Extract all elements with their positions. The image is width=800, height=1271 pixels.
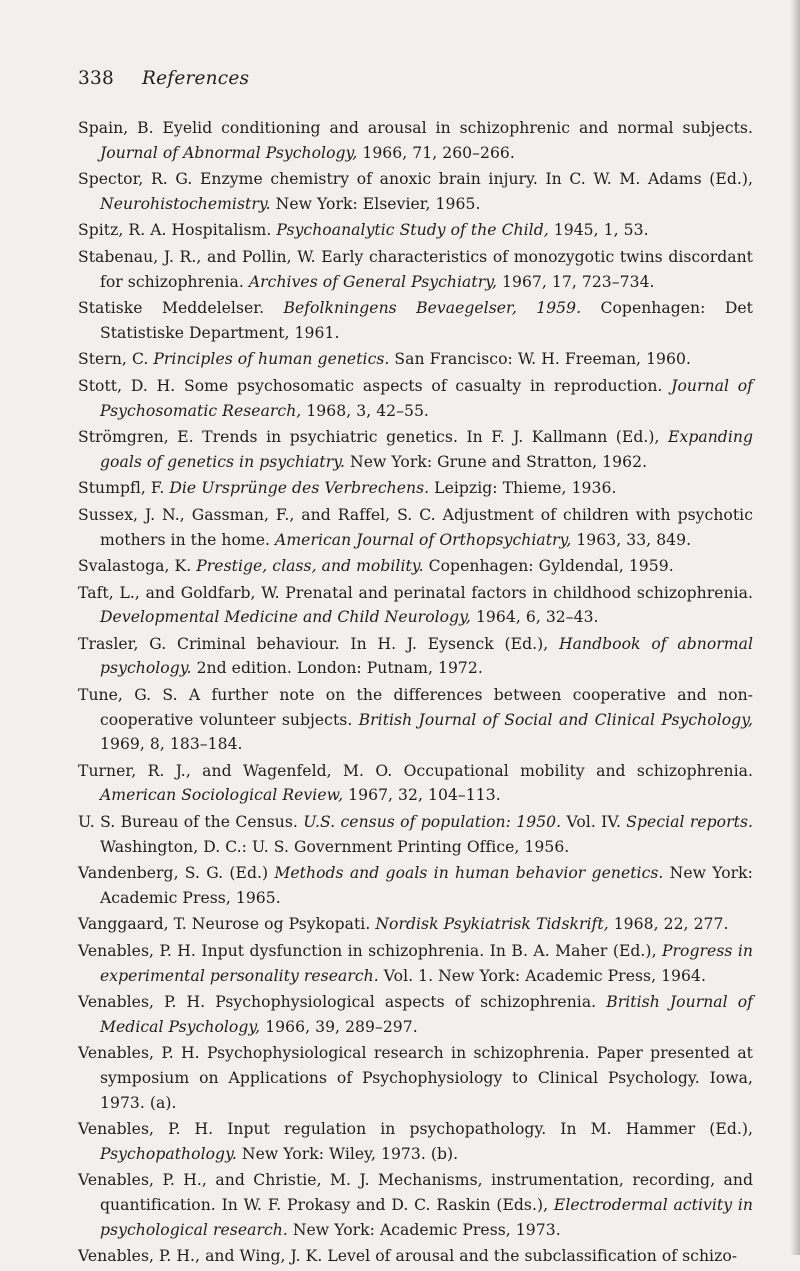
reference-text: Spector, R. G. Enzyme chemistry of anoxic brain injury. In C. W. M. Adams (Ed.), — [78, 170, 753, 189]
reference-title: American Journal of Orthopsychiatry, — [275, 530, 572, 549]
reference-text: New York: Grune and Stratton, 1962. — [345, 452, 648, 471]
reference-text: Spitz, R. A. Hospitalism. — [78, 221, 277, 240]
reference-title: Psychopathology. — [100, 1144, 237, 1163]
reference-text: Venables, P. H. Input regulation in psychopathology. In M. Hammer (Ed.), — [78, 1120, 753, 1139]
reference-text: New York: Wiley, 1973. (b). — [236, 1144, 459, 1163]
reference-text: U. S. Bureau of the Census. — [78, 813, 304, 832]
reference-text: Venables, P. H. Input dysfunction in schizophrenia. In B. A. Maher (Ed.), — [78, 942, 663, 960]
reference-list — [78, 116, 753, 1271]
reference-text: Turner, R. J., and Wagenfeld, M. O. Occupational mobility and schizophrenia. — [78, 761, 753, 780]
reference-text: Trasler, G. Criminal behaviour. In H. J. Eysenck (Ed.), — [78, 634, 560, 653]
reference-entry — [78, 374, 753, 423]
reference-entry — [78, 347, 753, 372]
reference-entry — [78, 245, 753, 294]
reference-title: Neurohistochemistry. — [100, 194, 271, 213]
reference-text: 1967, 32, 104–113. — [343, 786, 501, 805]
reference-entry — [78, 1117, 753, 1166]
reference-title: Journal of Abnormal Psychology, — [100, 143, 358, 162]
reference-entry — [78, 990, 753, 1039]
reference-text: 1966, 71, 260–266. — [357, 143, 515, 162]
reference-text: San Francisco: W. H. Freeman, 1960. — [389, 350, 691, 369]
reference-entry — [78, 683, 753, 757]
reference-text: 1964, 6, 32–43. — [470, 608, 599, 627]
reference-text: 1969, 8, 183–184. — [100, 735, 243, 754]
reference-text: Svalastoga, K. — [78, 557, 197, 576]
reference-title: Methods and goals in human behavior genetics. — [274, 864, 664, 883]
reference-text: 1968, 22, 277. — [608, 915, 729, 934]
reference-text: Venables, P. H. Psychophysiological aspects of schizophrenia. — [78, 993, 607, 1012]
reference-text: New York: Academic Press, 1973. — [287, 1220, 561, 1239]
reference-title: British Journal of Social and Clinical Psychology, — [358, 710, 753, 729]
reference-entry — [78, 476, 753, 501]
reference-title: Electrodermal activity in psychological research. — [100, 1195, 753, 1239]
reference-entry — [78, 759, 753, 808]
reference-title: Special reports. — [626, 813, 754, 832]
reference-text: Washington, D. C.: U. S. Government Printing Office, 1956. — [100, 837, 570, 856]
reference-text: Copenhagen: Gyldendal, 1959. — [423, 557, 674, 576]
reference-entry — [78, 939, 753, 988]
reference-title: Handbook of abnormal psychology. — [100, 634, 753, 678]
reference-title: British Journal of Medical Psychology, — [100, 993, 753, 1036]
reference-text: Tune, G. S. A further note on the differences between cooperative and non-cooperative volunteer subjects. — [78, 686, 753, 729]
reference-text: Leipzig: Thieme, 1936. — [429, 479, 617, 498]
reference-text: Spain, B. Eyelid conditioning and arousal in schizophrenic and normal subjects. — [78, 119, 753, 137]
reference-entry — [78, 861, 753, 910]
reference-text: Vol. IV. — [561, 813, 627, 832]
reference-text: Stott, D. H. Some psychosomatic aspects of casualty in reproduction. — [78, 376, 672, 395]
reference-title: Befolkningens Bevaegelser, 1959. — [283, 299, 582, 318]
reference-title: Psychoanalytic Study of the Child, — [276, 221, 549, 240]
reference-text: Venables, P. H., and Wing, J. K. Level of arousal and the subclassification of schizo- — [78, 1247, 738, 1266]
reference-text: 1945, 1, 53. — [548, 221, 649, 240]
reference-text: 1967, 17, 723–734. — [497, 272, 655, 291]
reference-entry — [78, 581, 753, 630]
reference-entry — [78, 632, 753, 681]
reference-text: New York: Elsevier, 1965. — [270, 194, 481, 213]
page-edge-shadow — [790, 0, 800, 1255]
reference-entry — [78, 296, 753, 345]
reference-title: Principles of human genetics. — [153, 350, 390, 369]
reference-title: Nordisk Psykiatrisk Tidskrift, — [375, 915, 609, 934]
reference-entry — [78, 116, 753, 165]
reference-title: Archives of General Psychiatry, — [248, 272, 497, 291]
reference-title: Developmental Medicine and Child Neurology, — [100, 608, 471, 627]
reference-text: Stern, C. — [78, 350, 154, 369]
running-title: References — [142, 68, 250, 89]
reference-text: Stumpfl, F. — [78, 479, 170, 498]
reference-title: Progress in experimental personality research. — [100, 942, 753, 985]
reference-title: Journal of Psychosomatic Research, — [100, 376, 753, 420]
reference-text: 1966, 39, 289–297. — [260, 1017, 418, 1036]
reference-text: Strömgren, E. Trends in psychiatric genetics. In F. J. Kallmann (Ed.), — [78, 428, 669, 447]
reference-text: 1963, 33, 849. — [571, 530, 692, 549]
reference-text: Statiske Meddelelser. — [78, 299, 284, 318]
reference-title: Prestige, class, and mobility. — [196, 557, 424, 576]
reference-text: Vandenberg, S. G. (Ed.) — [78, 864, 275, 883]
reference-entry — [78, 1041, 753, 1115]
reference-title: Expanding goals of genetics in psychiatry. — [100, 428, 753, 471]
reference-title: U.S. census of population: 1950. — [303, 813, 562, 832]
reference-entry — [78, 554, 753, 579]
reference-entry — [78, 167, 753, 216]
reference-entry — [78, 218, 753, 243]
reference-title: Die Ursprünge des Verbrechens. — [169, 479, 430, 498]
reference-title: American Sociological Review, — [100, 786, 344, 805]
reference-text: Venables, P. H. Psychophysiological research in schizophrenia. Paper presented at symposium on Applications of Psychophysiology to Clinical Psychology. Iowa, 1973. (a). — [78, 1044, 753, 1112]
reference-text: Sussex, J. N., Gassman, F., and Raffel, S. C. Adjustment of children with psychotic mothers in the home. — [78, 505, 753, 549]
reference-entry — [78, 810, 753, 859]
reference-text: Copenhagen: Det Statistiske Department, 1961. — [100, 299, 753, 342]
reference-text: Vol. 1. New York: Academic Press, 1964. — [378, 966, 706, 985]
reference-text: Stabenau, J. R., and Pollin, W. Early characteristics of monozygotic twins discordant for schizophrenia. — [78, 247, 753, 291]
reference-text: 1968, 3, 42–55. — [301, 401, 429, 420]
reference-entry — [78, 1244, 753, 1269]
reference-entry — [78, 425, 753, 474]
reference-entry — [78, 503, 753, 552]
reference-text: Taft, L., and Goldfarb, W. Prenatal and perinatal factors in childhood schizophrenia. — [78, 583, 753, 602]
reference-text: Venables, P. H., and Christie, M. J. Mechanisms, instrumentation, recording, and quantification. In W. F. Prokasy and D. C. Raskin (Eds.), — [78, 1171, 753, 1214]
reference-entry — [78, 1168, 753, 1242]
running-header — [78, 68, 249, 89]
reference-text: Vanggaard, T. Neurose og Psykopati. — [78, 915, 376, 934]
page-number: 338 — [78, 68, 114, 89]
reference-text: 2nd edition. London: Putnam, 1972. — [191, 659, 483, 678]
reference-text: New York: Academic Press, 1965. — [100, 864, 753, 907]
reference-entry — [78, 912, 753, 937]
